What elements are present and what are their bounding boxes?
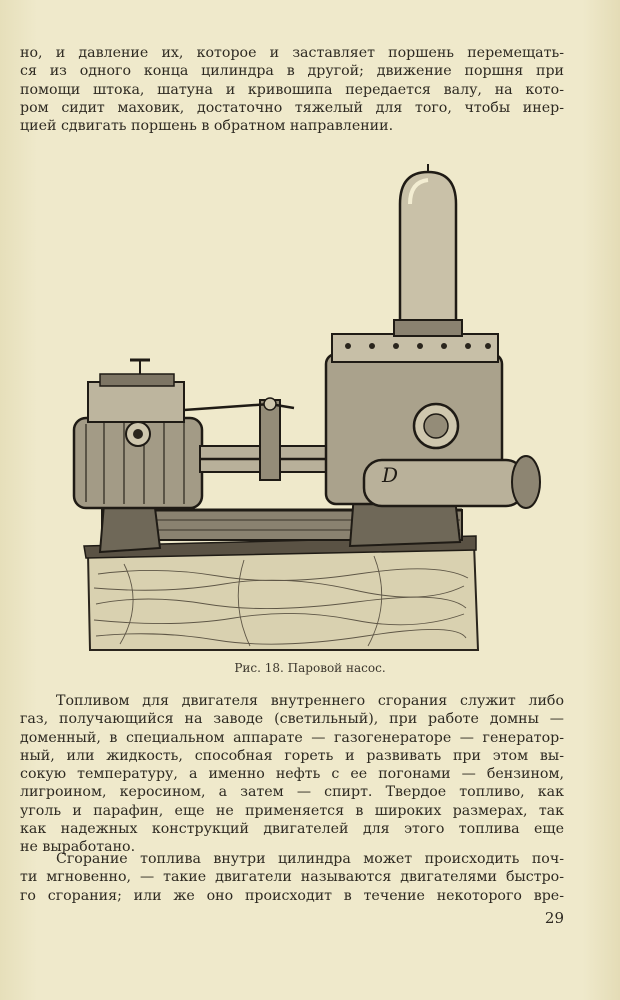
steam-pump-illustration	[64, 164, 546, 654]
text-line: цией сдвигать поршень в обратном направлении.	[20, 118, 394, 135]
paragraph-2	[20, 692, 564, 857]
text-line: не выработано.	[20, 839, 136, 856]
paragraph-1	[20, 44, 564, 135]
text-line: сокую температуру, а именно нефть с ее погонами — бензином,	[20, 766, 564, 783]
figure-caption: Рис. 18. Паровой насос.	[234, 661, 386, 675]
text-line: ный, или жидкость, способная гореть и развивать при этом вы-	[20, 747, 564, 764]
text-line: лигроином, керосином, а затем — спирт. Твердое топливо, как	[20, 784, 564, 801]
text-line: как надежных конструкций двигателей для этого топлива еще	[20, 821, 564, 838]
text-line: газ, получающийся на заводе (светильный), при работе домны —	[20, 711, 564, 728]
text-line: ти мгновенно, — такие двигатели называются двигателями быстро-	[20, 869, 564, 886]
pump-cylinder	[326, 334, 540, 508]
text-line: Сгорание топлива внутри цилиндра может происходить поч-	[56, 851, 564, 867]
text-line: Топливом для двигателя внутреннего сгорания служит либо	[56, 693, 564, 709]
text-line: го сгорания; или же оно происходит в течение некоторого вре-	[20, 887, 564, 904]
part-label: D	[382, 463, 399, 487]
wooden-base	[84, 536, 478, 650]
text-line: ся из одного конца цилиндра в другой; движение поршня при	[20, 63, 564, 80]
page-number: 29	[544, 909, 564, 927]
air-chamber	[394, 164, 462, 336]
text-line: ром сидит маховик, достаточно тяжелый для того, чтобы инер-	[20, 99, 564, 116]
text-line: но, и давление их, которое и заставляет поршень перемещать-	[20, 45, 564, 61]
text-line: помощи штока, шатуна и кривошипа передается валу, на кото-	[20, 81, 564, 98]
steam-cylinder	[74, 360, 202, 508]
text-line: уголь и парафин, еще не применяется в широких размерах, так	[20, 802, 564, 819]
paragraph-3	[20, 850, 564, 905]
text-line: доменный, в специальном аппарате — газогенераторе — генератор-	[20, 729, 564, 746]
